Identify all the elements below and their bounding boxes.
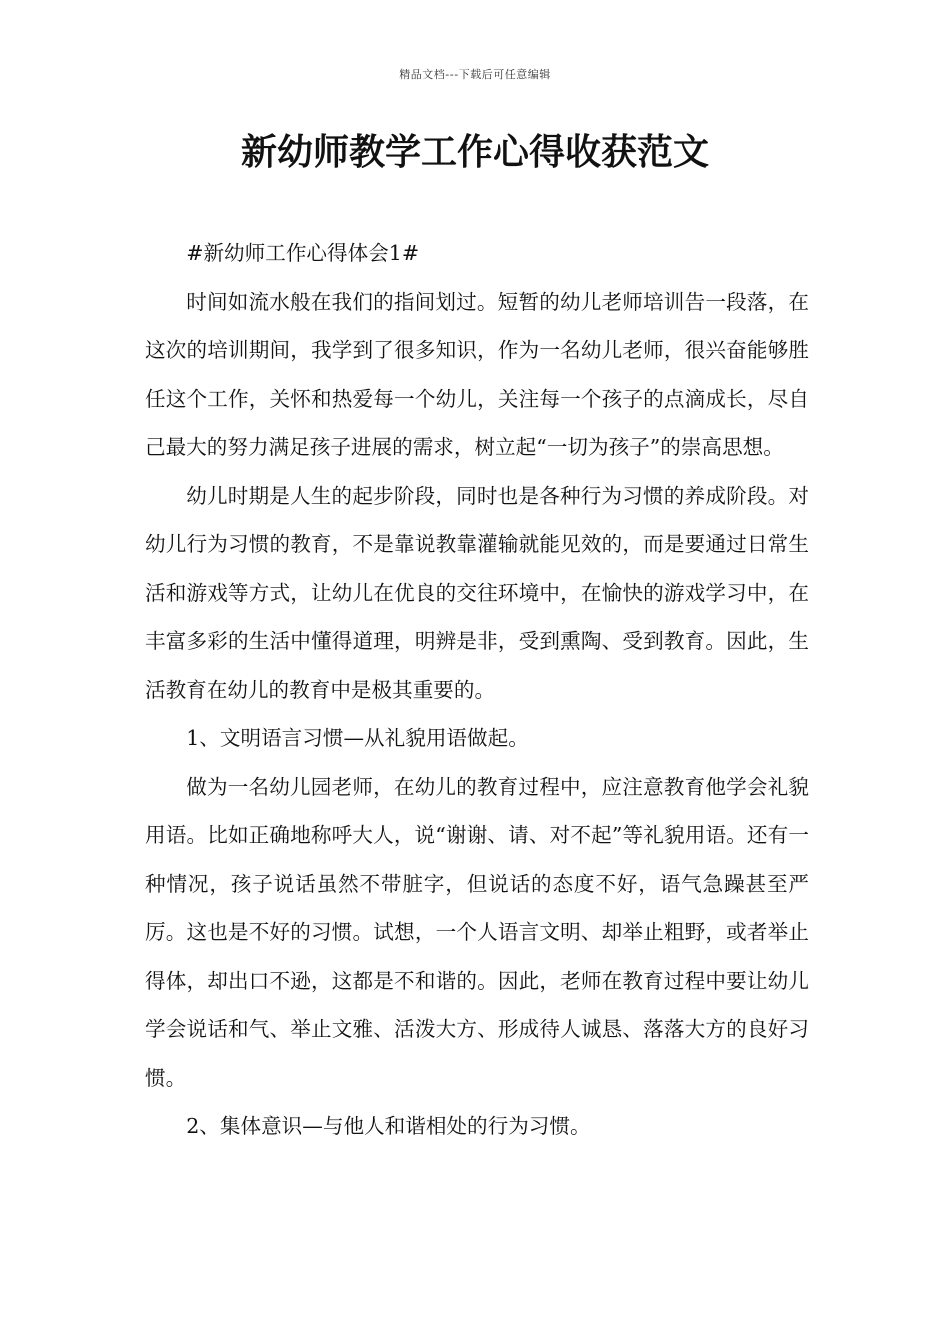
section-heading: #新幼师工作心得体会1# xyxy=(186,241,420,265)
document-body xyxy=(145,229,809,1151)
paragraph: 幼儿时期是人生的起步阶段，同时也是各种行为习惯的养成阶段。对幼儿行为习惯的教育，不是靠说教靠灌输就能见效的，而是要通过日常生活和游戏等方式，让幼儿在优良的交往环境中，在愉快的游戏学习中，在丰富多彩的生活中懂得道理，明辨是非，受到熏陶、受到教育。因此，生活教育在幼儿的教育中是极其重要的。 xyxy=(145,483,809,702)
numbered-heading: 2、集体意识—与他人和谐相处的行为习惯。 xyxy=(186,1114,591,1138)
document-title: 新幼师教学工作心得收获范文 xyxy=(240,132,709,173)
numbered-heading: 1、文明语言习惯—从礼貌用语做起。 xyxy=(186,726,529,750)
page-header: 精品文档---下载后可任意编辑 xyxy=(399,68,551,81)
paragraph: 做为一名幼儿园老师，在幼儿的教育过程中，应注意教育他学会礼貌用语。比如正确地称呼大人，说“谢谢、请、对不起”等礼貌用语。还有一种情况，孩子说话虽然不带脏字，但说话的态度不好，语气急躁甚至严厉。这也是不好的习惯。试想，一个人语言文明、却举止粗野，或者举止得体，却出口不逊，这都是不和谐的。因此，老师在教育过程中要让幼儿学会说话和气、举止文雅、活泼大方、形成待人诚恳、落落大方的良好习惯。 xyxy=(145,774,809,1090)
paragraph: 时间如流水般在我们的指间划过。短暂的幼儿老师培训告一段落，在这次的培训期间，我学到了很多知识，作为一名幼儿老师，很兴奋能够胜任这个工作，关怀和热爱每一个幼儿，关注每一个孩子的点滴成长，尽自己最大的努力满足孩子进展的需求，树立起“一切为孩子”的崇高思想。 xyxy=(145,289,809,459)
